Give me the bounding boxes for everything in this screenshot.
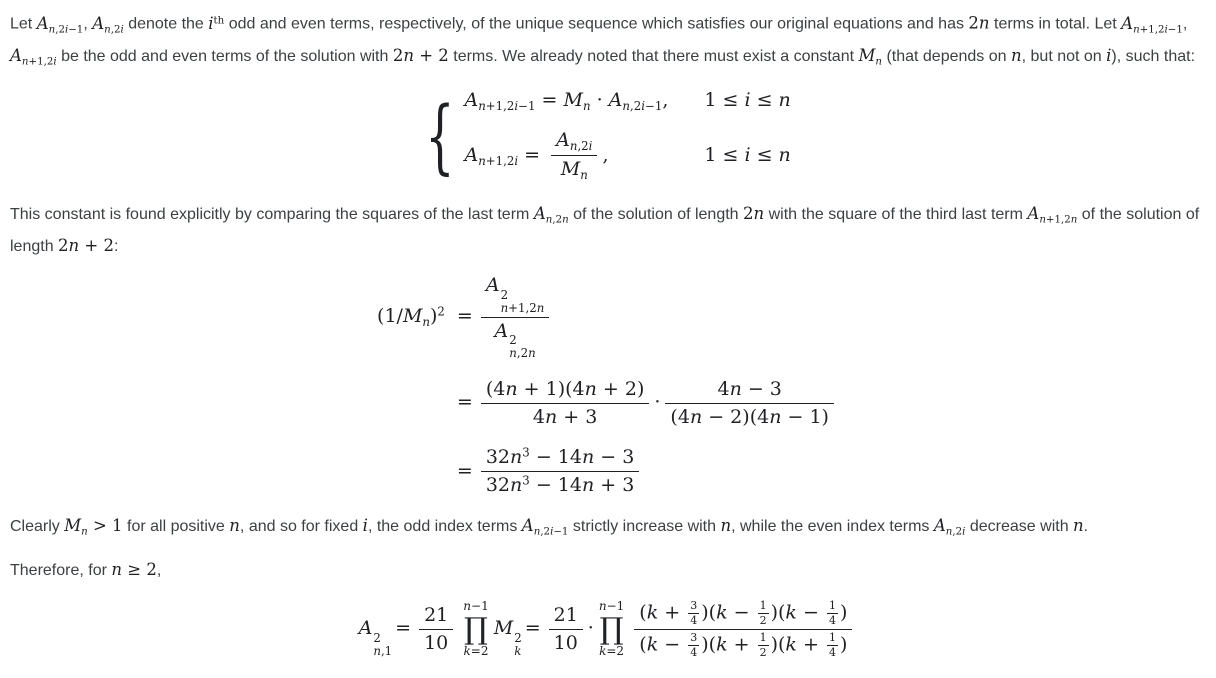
equals-sign: = xyxy=(524,617,541,640)
derivation-grid xyxy=(377,272,839,499)
equals-sign: = xyxy=(456,391,473,414)
fraction-denominator: (4n − 2)(4n − 1) xyxy=(670,405,829,428)
product-upper-limit: n−1 xyxy=(598,598,625,613)
cases-row2-lhs: $A_{n+1,2i}$ = xyxy=(464,143,547,168)
cases-row2-comma: , xyxy=(602,143,609,166)
fraction-denominator: 4n + 3 xyxy=(532,405,598,428)
equals-sign: = xyxy=(456,305,473,328)
fraction xyxy=(549,602,583,656)
fraction-numerator: 4n − 3 xyxy=(717,377,782,400)
fraction xyxy=(481,444,639,498)
product-symbol: ∏ xyxy=(464,611,488,647)
product-operator xyxy=(463,600,488,659)
fraction-denominator: $32n^3 - 14n + 3$ xyxy=(485,473,635,497)
fraction xyxy=(481,272,549,362)
fraction xyxy=(419,602,453,656)
derivation-lhs: $(1/M_n)^2$ xyxy=(377,304,445,329)
cases-grid xyxy=(464,88,790,185)
product-symbol: ∏ xyxy=(599,611,624,647)
left-brace: { xyxy=(425,88,455,184)
cases-row2-condition: 1 ≤ i ≤ n xyxy=(704,143,791,166)
fraction-numerator: (k + $\frac{3}{4}$ )(k − $\frac{1}{2}$ )(k − $\frac{1}{4}$ ) xyxy=(639,599,848,628)
fraction-denominator: (k − $\frac{3}{4}$ )(k + $\frac{1}{2}$ )(k + $\frac{1}{4}$ ) xyxy=(639,630,848,659)
fraction xyxy=(665,376,834,430)
cases-equation xyxy=(10,88,1206,185)
fraction-numerator: $32n^3 - 14n - 3$ xyxy=(485,445,635,469)
product-lower-limit: k=2 xyxy=(463,644,489,659)
fraction-numerator: 21 xyxy=(553,604,578,627)
product-operator xyxy=(599,600,624,659)
derivation-line2 xyxy=(454,376,839,430)
fraction-numerator: (4n + 1)(4n + 2) xyxy=(485,377,645,400)
fraction-numerator: 21 xyxy=(424,604,449,627)
paragraph-constant-comparison: This constant is found explicitly by comparing the squares of the last term $A_{n,2n}$ of the solution of length 2n with the square of the third last term $A_{n+1,2n}$ of the solution of length 2n + 2: xyxy=(10,203,1200,256)
cases-row1-condition: 1 ≤ i ≤ n xyxy=(704,89,791,112)
fraction-denominator: A 2 n,2n xyxy=(494,319,536,361)
paragraph-therefore: Therefore, for n ≥ 2, xyxy=(10,560,162,580)
product-term: M 2 k xyxy=(493,617,522,659)
equals-sign: = xyxy=(395,617,412,640)
fraction xyxy=(634,598,852,660)
fraction-denominator: 10 xyxy=(553,631,578,654)
derivation-line3 xyxy=(454,444,839,498)
fraction xyxy=(551,127,597,185)
product-lower-limit: k=2 xyxy=(599,644,625,659)
fraction-numerator: $A_{n,2i}$ xyxy=(556,128,593,153)
final-equation-row xyxy=(359,598,858,660)
fraction xyxy=(481,376,650,430)
fraction-numerator: A 2 n+1,2n xyxy=(485,274,545,316)
cases-layout xyxy=(425,88,791,185)
derivation-line1 xyxy=(454,272,839,362)
product-upper-limit: n−1 xyxy=(463,598,489,613)
fraction-denominator: $M_n$ xyxy=(560,158,588,183)
final-equation xyxy=(10,598,1206,660)
paragraph-definitions: Let $A_{n,2i-1}$, $A_{n,2i}$ denote the $i^{th}$ odd and even terms, respectively, of the unique sequence which satisfies our original equations and has 2n terms in total. Let $A_{n+1,2i-1}$, $A_{n+1,2i}$ be the odd and even terms of the solution with 2n + 2 terms. We already noted that there must exist a constant $M_n$ (that depends on n, but not on i), such that: xyxy=(10,13,1196,68)
derivation-equation xyxy=(10,272,1206,499)
fraction-denominator: 10 xyxy=(424,631,449,654)
dot-operator: · xyxy=(587,617,594,640)
paragraph-monotonicity: Clearly $M_n > 1$ for all positive n, and so for fixed i, the odd index terms $A_{n,2i-1}$ strictly increase with n, while the even index terms $A_{n,2i}$ decrease with n. xyxy=(10,515,1089,538)
final-lhs: A 2 n,1 xyxy=(358,617,393,659)
cases-row1-expression: $A_{n+1,2i-1} = M_n \cdot A_{n,2i-1}$, xyxy=(464,88,669,113)
cases-row2-expression xyxy=(464,127,668,185)
dot-operator: · xyxy=(654,391,661,414)
equals-sign: = xyxy=(456,459,473,482)
